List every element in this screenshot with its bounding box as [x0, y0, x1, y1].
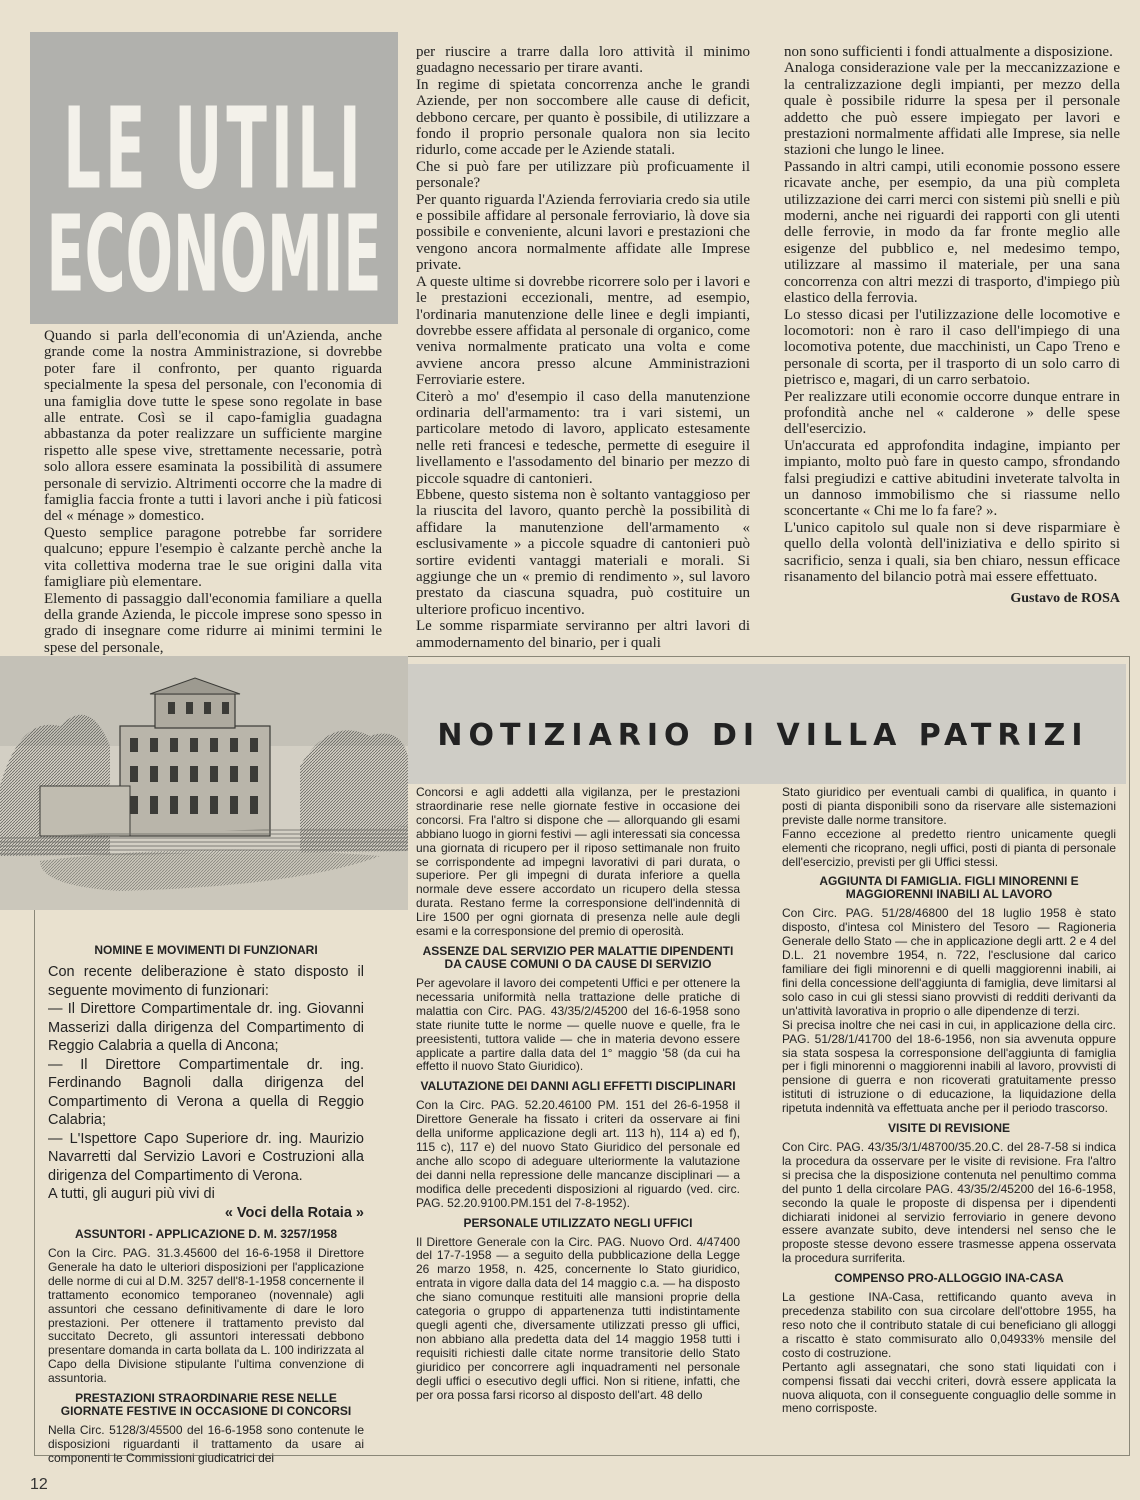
news-heading: COMPENSO PRO-ALLOGGIO INA-CASA [834, 1271, 1064, 1286]
article-column-1 [44, 328, 382, 656]
article-column-3 [784, 44, 1120, 608]
news-paragraph: Per agevolare il lavoro dei competenti Uffici e per ottenere la necessaria uniformità nella trattazione delle pratiche di malattia con Circ. PAG. 43/35/2/45200 del 16-6-1958 sono state riunite tutte le norme — quelle nuove e quelle, fra le preesistenti, tuttora valide — che in materia devono essere applicate a partire dalla data del 1° maggio '58 (da cui ha effetto il nuovo Stato Giuridico). [416, 975, 740, 1074]
article-paragraph: L'unico capitolo sul quale non si deve risparmiare è quello della volontà dell'iniziativa e dello spirito si sacrificio, senza i quali, sia ben chiaro, nessun efficace risanamento del bilancio potrà mai essere effettuato. [784, 519, 1120, 585]
article-paragraph: A queste ultime si dovrebbe ricorrere solo per i lavori e le prestazioni eccezionali, mentre, ad esempio, l'ordinaria manutenzione delle linee e degli impianti, dovrebbe essere affidata al personale di organico, come veniva normalmente praticato una volta e come avviene ancora presso alcune Amministrazioni Ferroviarie estere. [416, 273, 750, 389]
article-paragraph: Per quanto riguarda l'Azienda ferroviaria credo sia utile e possibile affidare al personale ferroviario, là dove sia possibile e conveniente, alcuni lavori e prestazioni che vengono ancora normalmente affidate alle Imprese private. [416, 191, 750, 274]
news-heading: ASSENZE DAL SERVIZIO PER MALATTIE DIPENDENTI DA CAUSE COMUNI O DA CAUSE DI SERVIZIO [422, 943, 734, 971]
article-author: Gustavo de ROSA [1010, 591, 1120, 607]
news-paragraph: — Il Direttore Compartimentale dr. ing. Giovanni Masserizi dalla dirigenza del Compartimento di Reggio Calabria a quella di Ancona; [48, 1001, 364, 1054]
news-signature: « Voci della Rotaia » [224, 1204, 364, 1221]
article-paragraph: Citerò a mo' d'esempio il caso della manutenzione ordinaria dell'armamento: tra i vari sistemi, un particolare metodo di lavoro, applicato estesamente nelle reti francesi e tedesche, permette di eseguire il livellamento e l'assodamento del binario per mezzo di piccole squadre di cantonieri. [416, 388, 750, 487]
news-heading: AGGIUNTA DI FAMIGLIA. FIGLI MINORENNI E MAGGIORENNI INABILI AL LAVORO [819, 874, 1079, 902]
article-paragraph: Quando si parla dell'economia di un'Azienda, anche grande come la nostra Amministrazione, si dovrebbe poter fare il confronto, per quanto riguarda specialmente la spesa del personale, con l'economia di una famiglia dove tutte le spese sono regolate in base alle entrate. Così se il capo-famiglia guadagna abbastanza da poter realizzare un sufficiente margine rispetto alle spese vive, strettamente necessarie, potrà solo allora essere esaminata la possibilità di assumere personale di servizio. Altrimenti occorre che la madre di famiglia faccia fronte a tutti i lavori anche i più faticosi del « ménage » domestico. [44, 328, 382, 525]
article-paragraph: Analoga considerazione vale per la meccanizzazione e la centralizzazione degli impianti, per mezzo della quale è possibile ridurre la spesa per il personale addetto che può essere impiegato per lavori e prestazioni normalmente affidati alle Imprese, sia nelle stazioni che lungo le linee. [784, 60, 1120, 159]
news-column-2 [416, 786, 740, 1402]
article-paragraph: Le somme risparmiate serviranno per altri lavori di ammodernamento del binario, per i quali [416, 618, 750, 651]
page-number: 12 [30, 1476, 48, 1493]
news-column-3 [782, 786, 1116, 1416]
news-paragraph: Stato giuridico per eventuali cambi di qualifica, in quanto i posti di pianta disponibili sono da riservare alle sistemazioni previste dalle norme transitore. [782, 785, 1116, 827]
article-title-box [30, 32, 398, 324]
article-title-line-1: LE UTILI [63, 84, 365, 215]
news-paragraph: Con Circ. PAG. 51/28/46800 del 18 luglio 1958 è stato disposto, d'intesa col Ministero del Tesoro — Ragioneria Generale dello Stato — che in applicazione degli artt. 2 e 4 del D.L. 21 novembre 1954, n. 722, l'esclusione dal carico familiare dei figli minorenni e di quelli maggiorenni inabili, ai fini della concessione dell'aggiunta di famiglia, deve limitarsi al solo caso in cui gli stessi siano provvisti di redditi derivanti da un'attività lavorativa in proprio o alle dipendenze di terzi. [782, 906, 1116, 1018]
news-paragraph: Nella Circ. 5128/3/45500 del 16-6-1958 sono contenute le disposizioni riguardanti il trattamento da usare ai componenti le Commissioni giudicatrici dei [48, 1423, 364, 1465]
article-paragraph: Ebbene, questo sistema non è soltanto vantaggioso per la riuscita del lavoro, quanto perchè la possibilità di affidare la manutenzione dell'armamento « esclusivamente » a piccole squadre di cantonieri può sortire evidenti vantaggi materiali e morali. Si aggiunge che un « premio di rendimento », sul lavoro prestato da ciascuna squadra, può costituire un ulteriore proficuo incentivo. [416, 486, 750, 618]
article-paragraph: per riuscire a trarre dalla loro attività il minimo guadagno necessario per tirare avanti. [416, 44, 750, 77]
news-section-title: NOTIZIARIO DI VILLA PATRIZI [437, 718, 1089, 753]
article-title-line-2: ECONOMIE [46, 192, 382, 317]
news-paragraph: Con la Circ. PAG. 31.3.45600 del 16-6-1958 il Direttore Generale ha dato le ulteriori disposizioni per l'applicazione delle norme di cui al D.M. 3257 dell'8-1-1958 concernente il trattamento economico temporaneo (novennale) agli assuntori che cessano definitivamente di dare le loro prestazioni. Per ottenere il trattamento previsto dal succitato Decreto, gli assuntori interessati debbono presentare domanda in carta bollata da L. 100 indirizzata al Capo della Divisione stipulante l'ultima convenzione di assuntoria. [48, 1246, 364, 1386]
news-heading: NOMINE E MOVIMENTI DI FUNZIONARI [94, 943, 318, 957]
news-paragraph: A tutti, gli auguri più vivi di [48, 1186, 215, 1202]
news-paragraph: Con la Circ. PAG. 52.20.46100 PM. 151 del 26-6-1958 il Direttore Generale ha fissato i criteri da osservare ai fini della uniforme applicazione degli art. 113 h), 114 a) ed f), 115 c), 117 e) del nuovo Stato Giuridico del personale ed anche allo scopo di adeguare ulteriormente la valutazione dei danni nella repressione delle mancanze disciplinari — a modifica delle precedenti disposizioni al riguardo (ved. circ. PAG. 52.20.9100.PM.151 del 7-8-1952). [416, 1098, 740, 1210]
news-heading: PERSONALE UTILIZZATO NEGLI UFFICI [463, 1215, 693, 1230]
article-paragraph: Elemento di passaggio dall'economia familiare a quella della grande Azienda, le piccole imprese sono spesso in grado di insegnare come ridurre ai minimi termini le spese del personale, [44, 590, 382, 656]
article-paragraph: Passando in altri campi, utili economie possono essere ricavate anche, per esempio, da una più completa utilizzazione dei carri merci con sistemi più snelli e più moderni, anche nei riguardi dei rapporti con gli utenti delle ferrovie, in modo da far fronte meglio alle esigenze del pubblico e, nel medesimo tempo, utilizzare al massimo il materiale, per una sana concorrenza con altri mezzi di trasporto, d'impiego più elastico della ferrovia. [784, 158, 1120, 307]
article-column-2 [416, 44, 750, 651]
villa-engraving-image [0, 656, 408, 910]
article-paragraph: Per realizzare utili economie occorre dunque entrare in profondità anche nel « calderone » delle spese dell'esercizio. [784, 388, 1120, 438]
news-paragraph: Fanno eccezione al predetto rientro unicamente quegli elementi che ricoprano, negli uffici, posti di pianta di personale dell'esercizio, previsti per gli Uffici stessi. [782, 826, 1116, 869]
article-paragraph: Questo semplice paragone potrebbe far sorridere qualcuno; eppure l'esempio è calzante perchè anche la vita collettiva moderna trae le sue origini dalla vita famigliare più elementare. [44, 524, 382, 591]
news-paragraph: Si precisa inoltre che nei casi in cui, in applicazione della circ. PAG. 51/28/1/41700 del 18-6-1956, non sia avvenuta oppure sia stata sospesa la corresponsione dell'aggiunta di famiglia per i figli minorenni o maggiorenni inabili al lavoro, provvisti di pensione di guerra e non ricoverati gratuitamente presso istituti di istruzione o di educazione, la liquidazione della ripetuta indennità va effettuata anche per il periodo trascorso. [782, 1017, 1116, 1116]
news-paragraph: — Il Direttore Compartimentale dr. ing. Ferdinando Bagnoli dalla dirigenza del Compartimento di Verona a quella di Reggio Calabria; [48, 1056, 364, 1128]
news-paragraph: Con Circ. PAG. 43/35/3/1/48700/35.20.C. del 28-7-58 si indica la procedura da osservare per le visite di revisione. Fra l'altro si precisa che la disposizione contenuta nel penultimo comma del punto 1 della circolare PAG. 43/35/2/45200 del 16-6-1958, secondo la quale le proposte di dispensa per i dipendenti dichiarati inidonei al servizio ferroviario in genere devono essere avanzate subito, deve intendersi nel senso che le proposte stesse devono essere trasmesse appena osservata la procedura surriferita. [782, 1140, 1116, 1266]
news-paragraph: Con recente deliberazione è stato disposto il seguente movimento di funzionari: [48, 964, 364, 999]
news-heading: VISITE DI REVISIONE [887, 1121, 1011, 1136]
news-paragraph-block [48, 963, 364, 1222]
article-paragraph: non sono sufficienti i fondi attualmente a disposizione. [784, 44, 1113, 60]
news-paragraph: Concorsi e agli addetti alla vigilanza, per le prestazioni straordinarie rese nelle giornate festive in occasione dei concorsi. Fra l'altro si dispone che — allorquando gli esami abbiano luogo in giorni festivi — agli interessati sia concessa una giornata di ricupero per il riposo settimanale non fruito se corrispondente ad impegni lavorativi di pari durata, o superiore. Per gli impegni di durata inferiore a quella normale deve essere accordato un ricupero della stessa durata. Restano ferme la corresponsione dell'indennità di Lire 1500 per ogni giornata di presenza nelle aule degli esami e la corresponsione del premio di operosità. [416, 785, 740, 939]
news-heading: ASSUNTORI - APPLICAZIONE D. M. 3257/1958 [74, 1227, 338, 1241]
news-heading: PRESTAZIONI STRAORDINARIE RESE NELLE GIORNATE FESTIVE IN OCCASIONE DI CONCORSI [60, 1391, 352, 1419]
news-paragraph: Il Direttore Generale con la Circ. PAG. Nuovo Ord. 4/47400 del 17-7-1958 — a seguito della pubblicazione della Legge 26 marzo 1958, n. 425, concernente lo Stato giuridico, entrata in vigore dalla data del 14 maggio c.a. — ha disposto che siano comunque restituiti alle mansioni proprie della categoria o gruppo di appartenenza tutti indistintamente quegli agenti che, diversamente utilizzati presso gli uffici, non abbiano alla predetta data del 14 maggio 1958 tutti i requisiti richiesti dalle citate norme transitorie dello Stato giuridico per concorrere agli inquadramenti nel personale degli uffici o esecutivo degli uffici. Non si ritiene, infatti, che per ora possa farsi ricorso al disposto dell'art. 48 dello [416, 1234, 740, 1402]
article-paragraph: Lo stesso dicasi per l'utilizzazione delle locomotive e locomotori: non è raro il caso dell'impiego di una locomotiva potente, due macchinisti, un Capo Treno e personale di scorta, per il trasporto di un solo carro di pietrisco e, magari, di un carro serbatoio. [784, 306, 1120, 389]
news-paragraph: — L'Ispettore Capo Superiore dr. ing. Maurizio Navarretti dal Servizio Lavori e Costruzioni alla dirigenza del Compartimento di Verona. [48, 1130, 364, 1184]
article-paragraph: Un'accurata ed approfondita indagine, impianto per impianto, molto può fare in questo campo, sfrondando falsi pregiudizi e cattive abitudini inveterate talvolta in un dannoso immobilismo che si riassume nello sconcertante « Chi me lo fa fare? ». [784, 437, 1120, 520]
news-paragraph: La gestione INA-Casa, rettificando quanto aveva in precedenza stabilito con sua circolare dell'ottobre 1955, ha reso noto che il contributo statale di cui beneficiano gli alloggi a riscatto è stato commisurato allo 0,04933% mensile del costo di costruzione. [782, 1290, 1116, 1360]
article-paragraph: Che si può fare per utilizzare più proficuamente il personale? [416, 158, 750, 192]
news-column-1 [48, 938, 364, 1466]
article-paragraph: In regime di spietata concorrenza anche le grandi Aziende, per non soccombere alle cause di deficit, debbono cercare, per quanto è possibile, di utilizzare a fondo il proprio personale qualora non sia lecito ridurlo, come accade per le Aziende statali. [416, 76, 750, 159]
news-paragraph: Pertanto agli assegnatari, che sono stati liquidati con i compensi fissati dai vecchi criteri, dovrà essere applicata la nuova aliquota, con il conseguente conguaglio delle somme in meno corrisposte. [782, 1359, 1116, 1416]
news-heading: VALUTAZIONE DEI DANNI AGLI EFFETTI DISCIPLINARI [420, 1079, 736, 1094]
